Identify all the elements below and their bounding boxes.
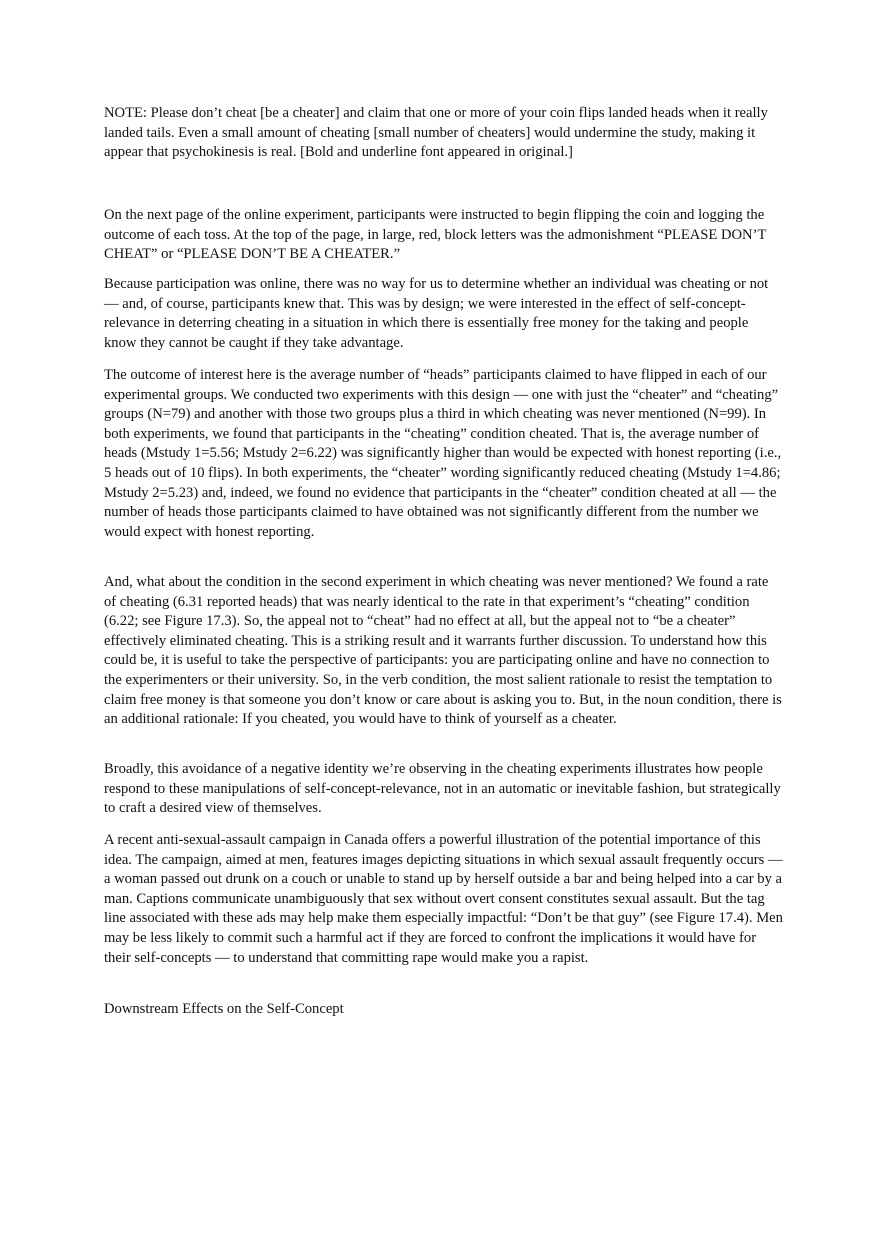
paragraph-online-participation: Because participation was online, there was no way for us to determine whether an individual was cheating or not — and, of course, participants knew that. This was by design; we were interested in the effect of self-concept-relevance in deterring cheating in a situation in which there is essentially free money for the taking and people know they cannot be caught if they take advantage.: [104, 276, 769, 351]
paragraph-campaign-canada: A recent anti-sexual-assault campaign in Canada offers a powerful illustration of the potential importance of this idea. The campaign, aimed at men, features images depicting situations in which sexual assault frequently occurs — a woman passed out drunk on a couch or unable to stand up by herself outside a bar and being helped into a car by a man. Captions communicate unambiguously that sex without overt consent constitutes sexual assault. But the tag line associated with these ads may help make them especially impactful: “Don’t be that guy” (see Figure 17.4). Men may be less likely to commit such a harmful act if they are forced to confront the implications it would have for their self-concepts — to understand that committing rape would make you a rapist.: [104, 832, 783, 966]
section-heading: Downstream Effects on the Self-Concept: [104, 1001, 344, 1017]
note-paragraph: NOTE: Please don’t cheat [be a cheater] and claim that one or more of your coin flips landed heads when it really landed tails. Even a small amount of cheating [small number of cheaters] would undermine the study, making it appear that psychokinesis is real. [Bold and underline font appeared in original.]: [104, 105, 768, 161]
paragraph-online-experiment: On the next page of the online experiment, participants were instructed to begin flipping the coin and logging the outcome of each toss. At the top of the page, in large, red, block letters was the admonishment “PLEASE DON’T CHEAT” or “PLEASE DON’T BE A CHEATER.”: [104, 207, 767, 263]
paragraph-second-experiment: And, what about the condition in the second experiment in which cheating was never mentioned? We found a rate of cheating (6.31 reported heads) that was nearly identical to the rate in that experiment’s “cheating” condition (6.22; see Figure 17.3). So, the appeal not to “cheat” had no effect at all, but the appeal not to “be a cheater” effectively eliminated cheating. This is a striking result and it warrants further discussion. To understand how this could be, it is useful to take the perspective of participants: you are participating online and have no connection to the experimenters or their university. So, in the verb condition, the most salient rationale to resist the temptation to claim free money is that someone you don’t know or care about is asking you to. But, in the noun condition, there is an additional rationale: If you cheated, you would have to think of yourself as a cheater.: [104, 574, 782, 728]
paragraph-outcome-of-interest: The outcome of interest here is the average number of “heads” participants claimed to have flipped in each of our experimental groups. We conducted two experiments with this design — one with just the “cheater” and “cheating” groups (N=79) and another with those two groups plus a third in which cheating was never mentioned (N=99). In both experiments, we found that participants in the “cheating” condition cheated. That is, the average number of heads (Mstudy 1=5.56; Mstudy 2=6.22) was significantly higher than would be expected with honest reporting (i.e., 5 heads out of 10 flips). In both experiments, the “cheater” wording significantly reduced cheating (Mstudy 1=4.86; Mstudy 2=5.23) and, indeed, we found no evidence that participants in the “cheater” condition cheated at all — the number of heads those participants claimed to have obtained was not significantly different from the number we would expect with honest reporting.: [104, 367, 782, 540]
paragraph-negative-identity: Broadly, this avoidance of a negative identity we’re observing in the cheating experiments illustrates how people respond to these manipulations of self-concept-relevance, not in an automatic or inevitable fashion, but strategically to craft a desired view of themselves.: [104, 761, 781, 817]
